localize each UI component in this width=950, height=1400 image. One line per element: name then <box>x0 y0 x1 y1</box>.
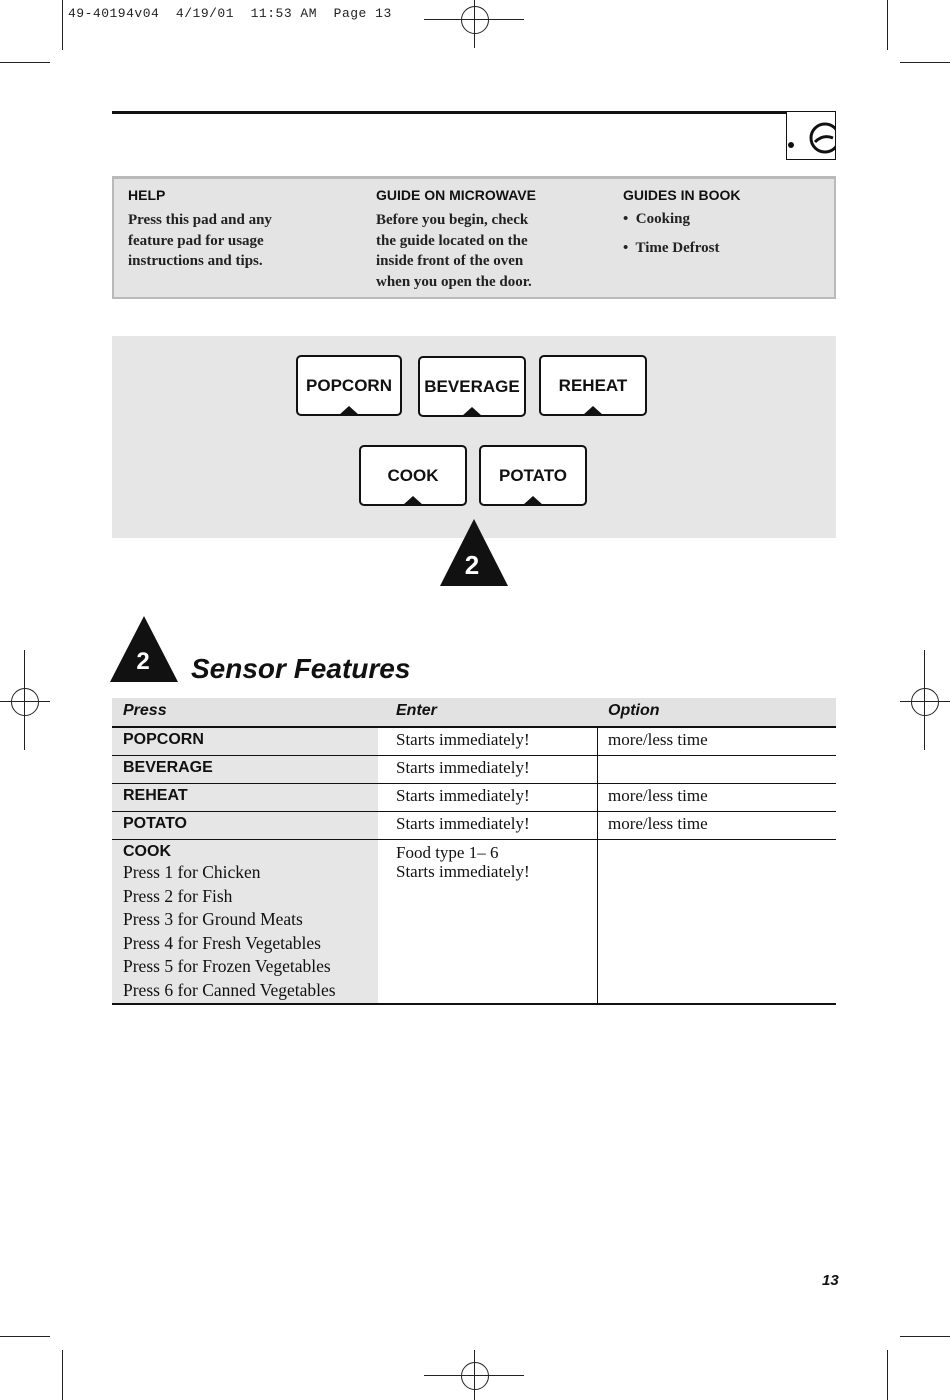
step-triangle-icon <box>440 519 508 586</box>
help-heading: HELP <box>128 187 166 203</box>
cook-enter: Food type 1– 6 Starts immediately! <box>396 843 530 881</box>
row-option: more/less time <box>608 786 708 805</box>
potato-pad[interactable]: POTATO <box>479 445 587 506</box>
row-press: POTATO <box>123 815 187 832</box>
row-press: REHEAT <box>123 787 188 804</box>
section-number: 2 <box>136 648 150 675</box>
row-enter: Starts immediately! <box>396 730 530 749</box>
help-info-box <box>112 176 836 299</box>
list-item: • Time Defrost <box>623 240 720 256</box>
table-row <box>112 784 836 812</box>
table-row <box>112 728 836 756</box>
list-item: Press 3 for Ground Meats <box>123 909 303 929</box>
sensor-features-table <box>112 698 836 1005</box>
table-row <box>112 840 836 1005</box>
list-item: Press 4 for Fresh Vegetables <box>123 932 321 953</box>
print-header: 49-40194v04 4/19/01 11:53 AM Page 13 <box>68 6 392 21</box>
row-enter: Starts immediately! <box>396 814 530 833</box>
popcorn-pad[interactable]: POPCORN <box>296 355 402 416</box>
table-row <box>112 812 836 840</box>
help-text: Press this pad and any feature pad for usage instructions and tips. <box>128 212 272 269</box>
beverage-pad[interactable]: BEVERAGE <box>418 356 526 417</box>
cook-pad[interactable]: COOK <box>359 445 467 506</box>
row-option: more/less time <box>608 814 708 833</box>
row-enter: Starts immediately! <box>396 786 530 805</box>
guide-heading: GUIDE ON MICROWAVE <box>376 187 536 203</box>
header-rule <box>112 111 836 114</box>
list-item: Press 1 for Chicken <box>123 862 261 882</box>
list-item: Press 6 for Canned Vegetables <box>123 979 336 1000</box>
row-enter: Starts immediately! <box>396 758 530 777</box>
header-option: Option <box>608 702 660 719</box>
table-header <box>112 698 836 728</box>
ge-logo-icon <box>786 112 836 160</box>
sensor-keypad-panel <box>112 336 836 538</box>
list-item: Press 5 for Frozen Vegetables <box>123 956 331 976</box>
list-item: • Cooking <box>623 211 690 227</box>
page-number: 13 <box>822 1272 839 1289</box>
cook-options-list <box>123 861 336 1002</box>
row-press: BEVERAGE <box>123 759 213 776</box>
guides-book-list <box>623 205 720 263</box>
reheat-pad[interactable]: REHEAT <box>539 355 647 416</box>
row-option: more/less time <box>608 730 708 749</box>
header-enter: Enter <box>396 702 437 719</box>
section-triangle-icon <box>110 616 178 682</box>
row-press: POPCORN <box>123 731 204 748</box>
list-item: Press 2 for Fish <box>123 885 233 906</box>
guide-text: Before you begin, check the guide located on the inside front of the oven when you open the door. <box>376 212 532 290</box>
guides-book-heading: GUIDES IN BOOK <box>623 187 741 203</box>
row-press: COOK <box>123 843 171 860</box>
section-title: Sensor Features <box>191 653 411 684</box>
table-row <box>112 756 836 784</box>
step-number: 2 <box>464 550 480 580</box>
header-press: Press <box>123 702 167 719</box>
